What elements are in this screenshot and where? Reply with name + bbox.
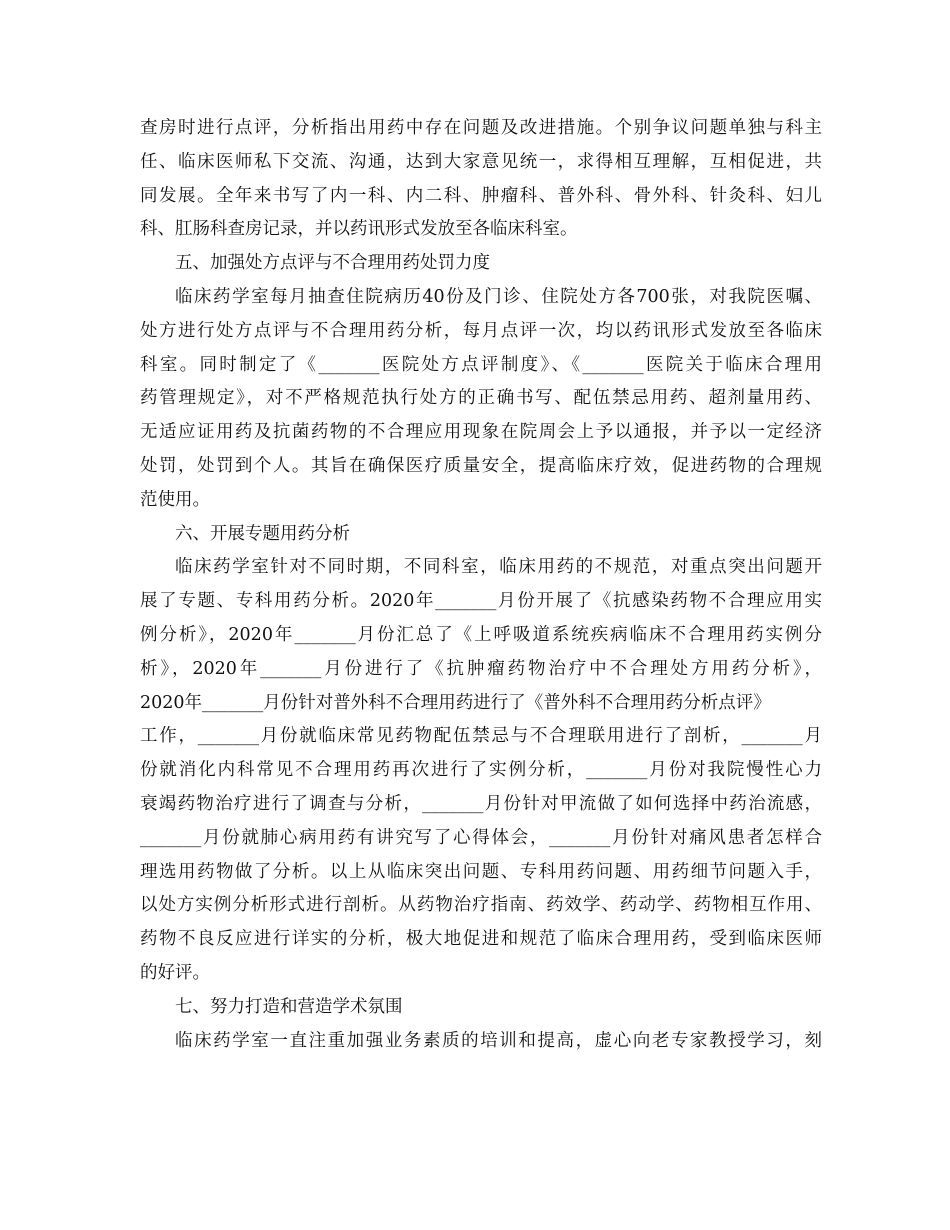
paragraph-line: 工作，_______月份就临床常见药物配伍禁忌与不合理联用进行了剖析，_______月: [140, 726, 822, 747]
paragraph-line: 处方进行处方点评与不合理用药分析，每月点评一次，均以药讯形式发放至各临床: [140, 320, 822, 341]
paragraph-line-indented: 五、加强处方点评与不合理用药处罚力度: [175, 253, 490, 274]
document-body: [140, 112, 822, 1058]
paragraph-line: 查房时进行点评，分析指出用药中存在问题及改进措施。个别争议问题单独与科主: [140, 118, 822, 138]
paragraph-line: 析》，2020年_______月份进行了《抗肿瘤药物治疗中不合理处方用药分析》，: [140, 658, 822, 679]
paragraph-line: 药管理规定》，对不严格规范执行处方的正确书写、配伍禁忌用药、超剂量用药、: [140, 388, 822, 409]
paragraph-line: 处罚，处罚到个人。其旨在确保医疗质量安全，提高临床疗效，促进药物的合理规: [140, 455, 822, 476]
paragraph-line: 范使用。: [140, 489, 210, 510]
paragraph-line-indented: 七、努力打造和营造学术氛围: [175, 996, 403, 1017]
paragraph-line-indented: 六、开展专题用药分析: [175, 523, 350, 544]
paragraph-line: 科室。同时制定了《_______医院处方点评制度》、《_______医院关于临床合理用: [140, 354, 822, 375]
paragraph-line: 2020年_______月份针对普外科不合理用药进行了《普外科不合理用药分析点评》: [140, 692, 771, 713]
paragraph-line-indented: 临床药学室一直注重加强业务素质的培训和提高，虚心向老专家教授学习，刻: [175, 1030, 822, 1051]
paragraph-line: 无适应证用药及抗菌药物的不合理应用现象在院周会上予以通报，并予以一定经济: [140, 422, 822, 443]
paragraph-line-indented: 临床药学室每月抽查住院病历40份及门诊、住院处方各700张，对我院医嘱、: [175, 286, 822, 307]
paragraph-line: 衰竭药物治疗进行了调查与分析，_______月份针对甲流做了如何选择中药治流感，: [140, 793, 822, 814]
paragraph-line: 任、临床医师私下交流、沟通，达到大家意见统一，求得相互理解，互相促进，共: [140, 151, 822, 172]
paragraph-line: 份就消化内科常见不合理用药再次进行了实例分析，_______月份对我院慢性心力: [140, 760, 822, 781]
paragraph-line: _______月份就肺心病用药有讲究写了心得体会，_______月份针对痛风患者怎样合: [140, 827, 822, 848]
paragraph-line: 理选用药物做了分析。以上从临床突出问题、专科用药问题、用药细节问题入手，: [140, 861, 822, 882]
paragraph-line: 药物不良反应进行详实的分析，极大地促进和规范了临床合理用药，受到临床医师: [140, 929, 822, 950]
paragraph-line: 展了专题、专科用药分析。2020年_______月份开展了《抗感染药物不合理应用实: [140, 591, 822, 612]
paragraph-line: 以处方实例分析形式进行剖析。从药物治疗指南、药效学、药动学、药物相互作用、: [140, 895, 822, 916]
paragraph-line: 科、肛肠科查房记录，并以药讯形式发放至各临床科室。: [140, 219, 578, 240]
paragraph-line-indented: 临床药学室针对不同时期，不同科室，临床用药的不规范，对重点突出问题开: [175, 557, 822, 578]
paragraph-line: 同发展。全年来书写了内一科、内二科、肿瘤科、普外科、骨外科、针灸科、妇儿: [140, 185, 822, 206]
paragraph-line: 的好评。: [140, 962, 210, 983]
paragraph-line: 例分析》，2020年_______月份汇总了《上呼吸道系统疾病临床不合理用药实例分: [140, 624, 822, 645]
